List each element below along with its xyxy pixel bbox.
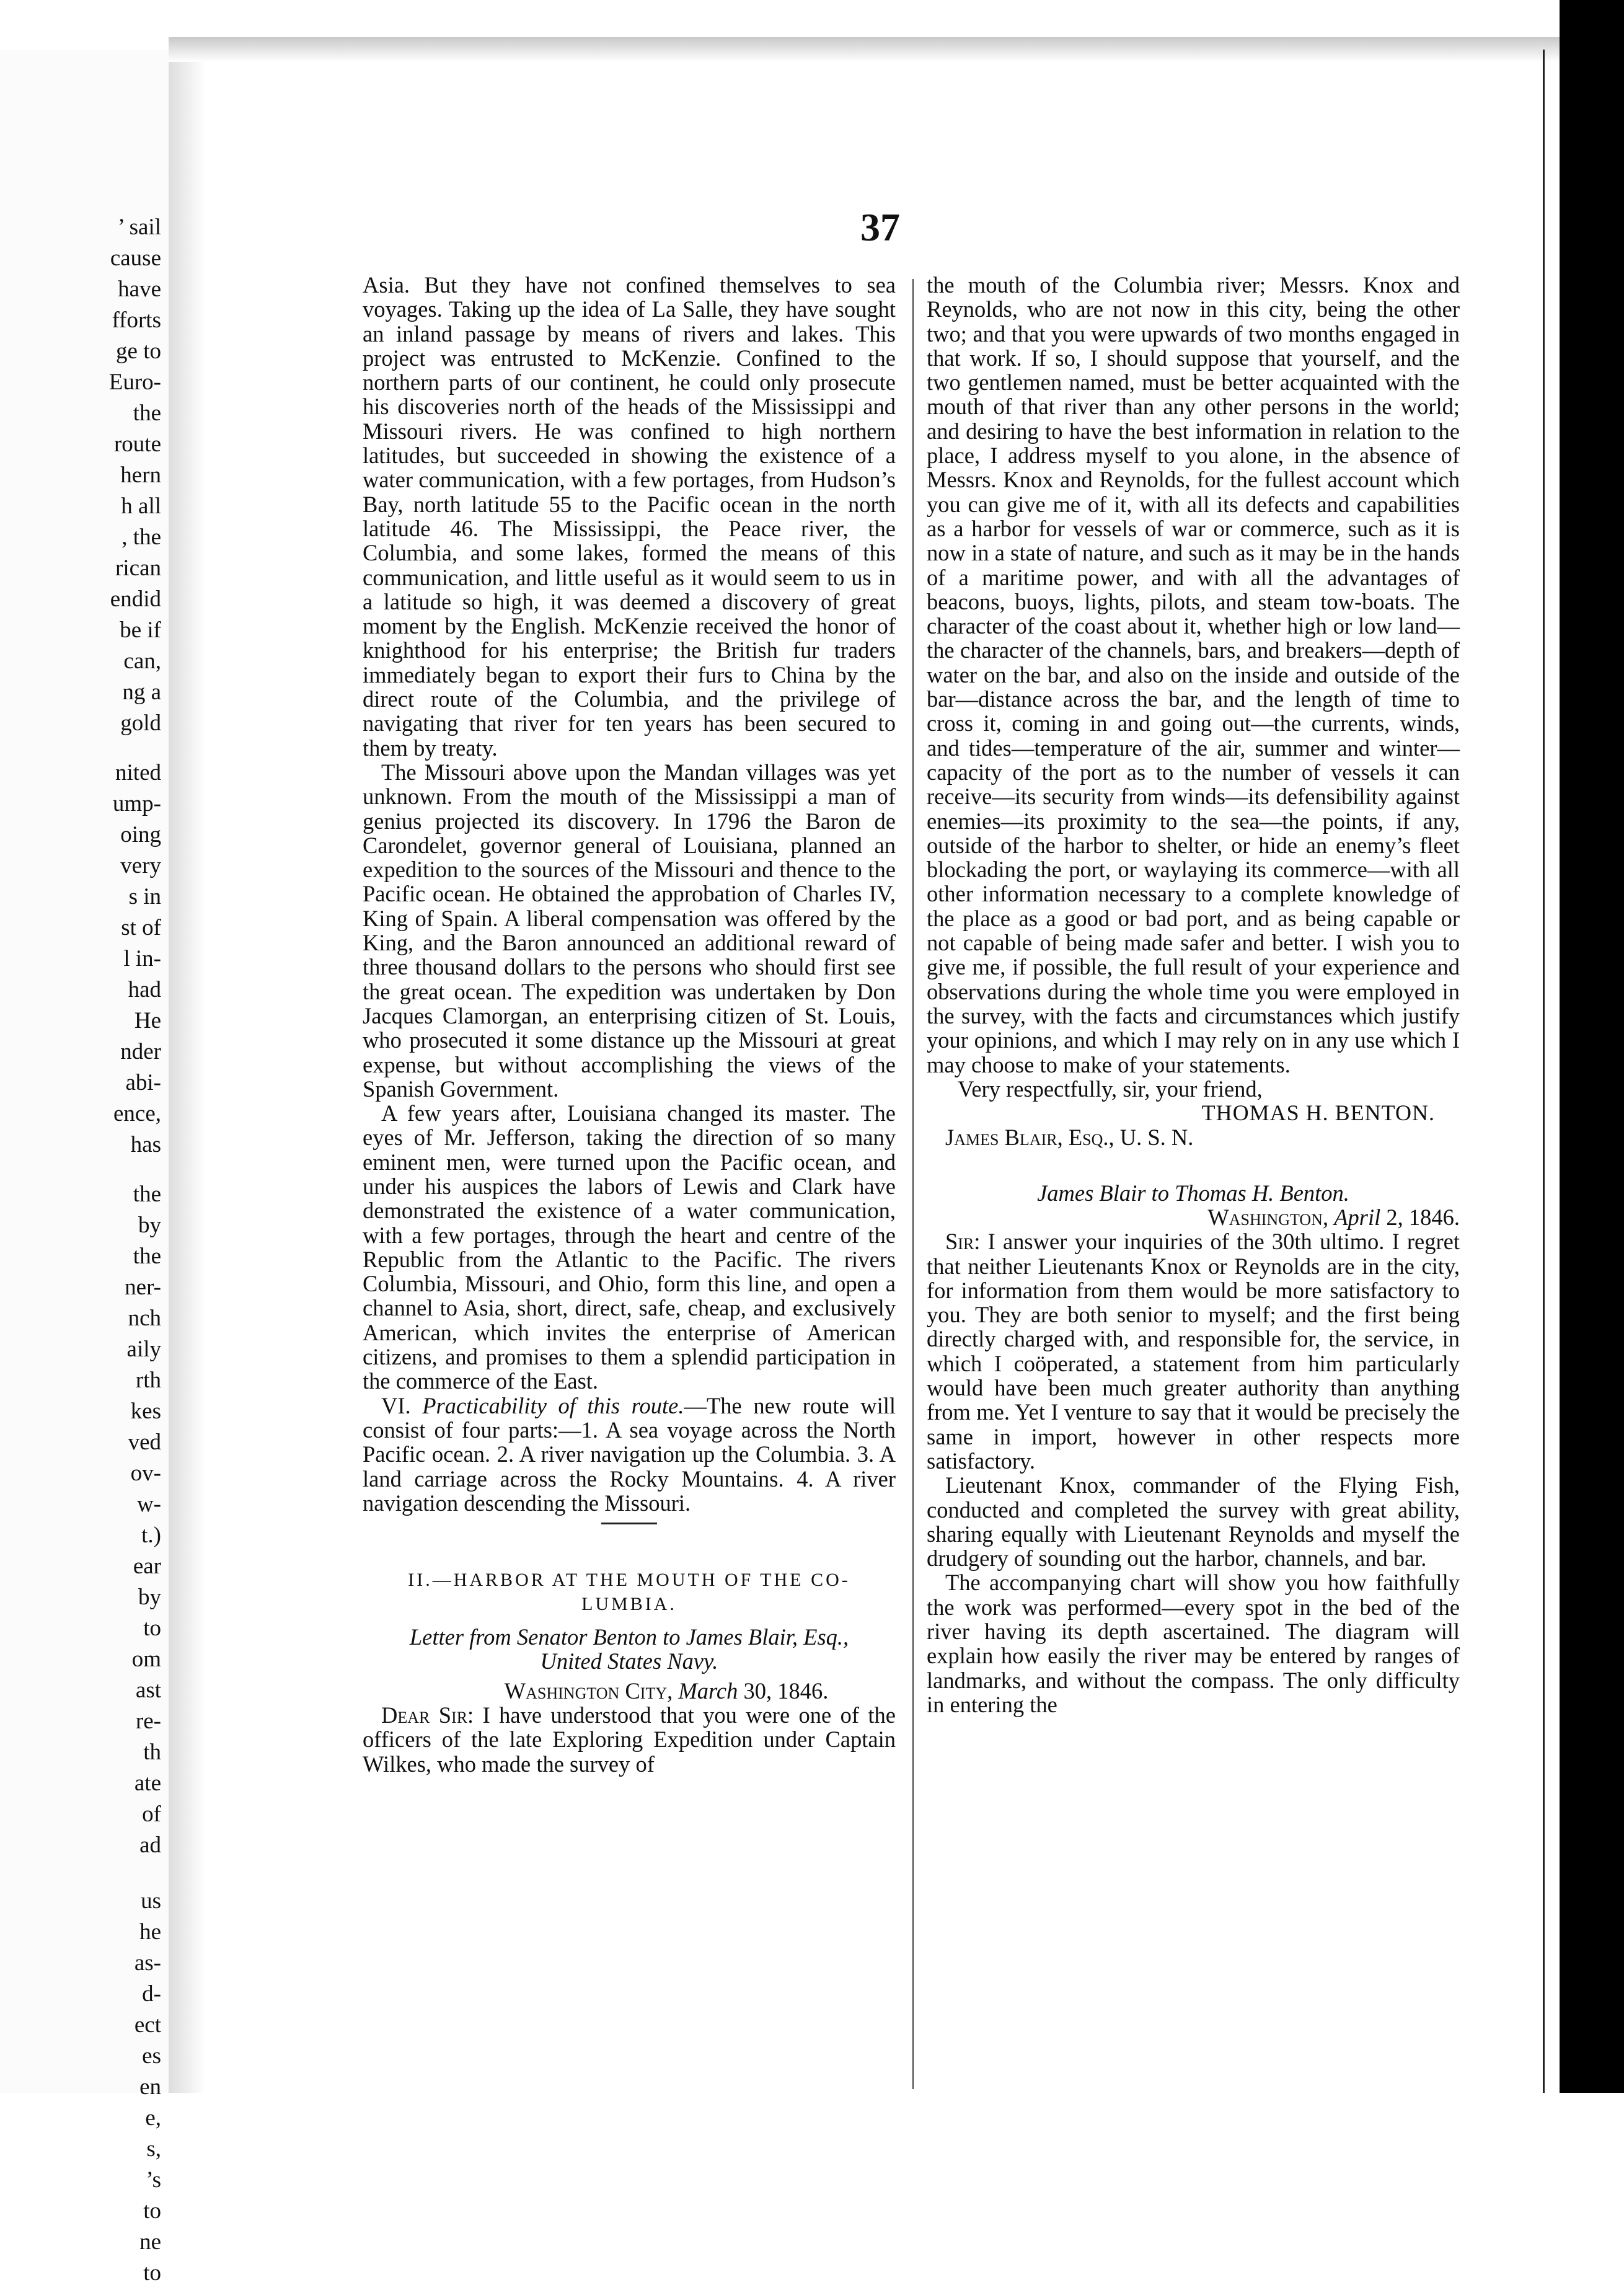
dateline-month: April (1334, 1204, 1381, 1230)
facing-page-fragment-line: st of (121, 915, 161, 940)
facing-page-fragment-line: very (120, 853, 161, 878)
facing-page-fragment-line: re- (135, 1709, 161, 1734)
facing-page-fragment-line: to (143, 2260, 161, 2286)
paragraph (363, 1703, 896, 1776)
scan-border-right (1560, 0, 1624, 2093)
facing-page-fragment-line: of (142, 1801, 161, 1827)
facing-page-fragment-line: ump- (112, 791, 161, 816)
letter-title: United States Navy. (540, 1648, 718, 1674)
paragraph-text: I answer your inquiries of the 30th ultimo. I regret that neither Lieutenants Knox or Reynolds are in the city, for information from them would be more satisfactory to you. They are both senior to myself; and the first being directly charged with, and responsible for, the service, in which I coöperated, a statement from him particularly would have been much greater authority than anything from me. Yet I venture to say that it would be precisely the same in import, however in other respects more satisfactory. (927, 1229, 1460, 1474)
dateline-place: Washington, (1207, 1204, 1329, 1230)
facing-page-fragment-line: s, (146, 2136, 161, 2162)
paragraph: Lieutenant Knox, commander of the Flying Fish, conducted and completed the survey with great ability, sharing equally with Lieutenant Reynolds and myself the drudgery of sounding out the harbor, channels, and bar. (927, 1472, 1460, 1572)
facing-page-fragment-line: w- (136, 1492, 161, 1517)
facing-page-fragment-line: es (142, 2043, 161, 2069)
facing-page-fragment-line: by (138, 1213, 161, 1238)
facing-page-fragment-line: as- (134, 1950, 161, 1976)
letter-title: Letter from Senator Benton to James Blair, Esq., (409, 1624, 849, 1650)
paragraph: A few years after, Louisiana changed its master. The eyes of Mr. Jefferson, taking the direction of so many eminent men, were turned upon the Pacific ocean, and under his auspices the labors of Lewis and Clark have demonstrated the existence of a water communication, with a few portages, through the heart and centre of the Republic from the Atlantic to the Pacific. The rivers Columbia, Missouri, and Ohio, form this line, and open a channel to Asia, short, direct, safe, cheap, and exclusively American, which invites the enterprise of American citizens, and promises to them a splendid participation in the commerce of the East. (363, 1100, 896, 1394)
left-column (363, 273, 896, 1776)
facing-page-fragment-line: aily (126, 1337, 161, 1362)
facing-page-fragment-line: oing (120, 822, 161, 847)
facing-page-fragment-line: h all (121, 493, 161, 519)
facing-page-fragment-line: nder (120, 1039, 161, 1064)
section-heading: II.—HARBOR AT THE MOUTH OF THE CO- (408, 1570, 850, 1591)
facing-page-fragment-line: s in (128, 884, 161, 909)
paragraph: The Missouri above upon the Mandan villages was yet unknown. From the mouth of the Mississippi a man of genius projected its discovery. In 1796 the Baron de Carondelet, governor general of Louisiana, planned an expedition to the sources of the Missouri and thence to the Pacific ocean. He obtained the approbation of Charles IV, King of Spain. A liberal compensation was offered by the King, and the Baron announced an additional reward of three thousand dollars to the persons who should first see the great ocean. The expedition was undertaken by Don Jacques Clamorgan, an enterprising citizen of St. Louis, who prosecuted it some distance up the Missouri at great expense, but without accomplishing the views of the Spanish Government. (363, 759, 896, 1102)
facing-page-fragment-line: nch (128, 1306, 161, 1331)
dateline-place: Washington City, (504, 1678, 673, 1704)
facing-page-fragment-line: th (143, 1740, 161, 1765)
top-edge-shadow (169, 37, 1560, 62)
facing-page-fragment-line: d- (142, 1981, 161, 2007)
closing: Very respectfully, sir, your friend, (958, 1076, 1263, 1102)
facing-page-fragment-line: the (133, 400, 161, 426)
facing-page-fragment-line: He (134, 1008, 161, 1033)
facing-page-fragment-line: endid (110, 586, 161, 612)
signature: THOMAS H. BENTON. (1201, 1100, 1435, 1126)
section-title: Practicability of this route. (422, 1392, 684, 1418)
facing-page-fragment-line: ear (133, 1554, 161, 1579)
facing-page-fragment-line: ad (139, 1832, 161, 1858)
facing-page-fragment-line: by (138, 1585, 161, 1610)
facing-page-fragment-line: be if (120, 617, 161, 643)
paragraph (927, 1229, 1460, 1473)
facing-page-fragment-line: ’s (146, 2167, 161, 2193)
dateline (363, 1679, 896, 1703)
facing-page-fragment-line: rican (115, 555, 161, 581)
facing-page-fragment-line: e, (145, 2105, 161, 2131)
column-divider (912, 279, 914, 2089)
facing-page-fragment-line: t.) (141, 1523, 161, 1548)
section-number: VI. (381, 1392, 411, 1418)
paragraph: Asia. But they have not confined themselves to sea voyages. Taking up the idea of La Salle, they have sought an inland passage by means of rivers and lakes. This project was entrusted to McKenzie. Confined to the northern parts of our continent, he could only prosecute his discoveries north of the heads of the Mississippi and Missouri rivers. He was confined to high northern latitudes, but succeeded in showing the existence of a water communication, with a few portages, from Hudson’s Bay, north latitude 55 to the Pacific ocean in the north latitude 46. The Mississippi, the Peace river, the Columbia, and some lakes, formed the means of this communication, and little useful as it would seem to us in a latitude so high, it was deemed a discovery of great moment by the English. McKenzie received the honor of knighthood for his enterprise; the British fur traders immediately began to export their furs to China by the direct route of the Columbia, and the privilege of navigating that river for ten years has been secured to them by treaty. (363, 272, 896, 761)
section-rule (601, 1523, 657, 1524)
facing-page-fragment-line: ate (134, 1771, 161, 1796)
paragraph (363, 1394, 896, 1515)
facing-page-fragment-line: nited (115, 760, 161, 785)
facing-page-fragment-line: rth (135, 1368, 161, 1393)
facing-page-fragment-line: ng a (122, 679, 161, 705)
facing-page-fragment-line: kes (130, 1399, 161, 1424)
facing-page-fragment-line: ved (128, 1430, 161, 1455)
facing-page-fragment-line: cause (110, 245, 161, 271)
facing-page-fragment-line: had (128, 977, 161, 1002)
facing-page-fragment-line: he (139, 1919, 161, 1945)
facing-page-fragment-line: gold (120, 710, 161, 736)
facing-page-fragment-line: ence, (113, 1101, 161, 1126)
facing-page-fragment-line: ov- (130, 1461, 161, 1486)
facing-page-fragment-line: ast (135, 1678, 161, 1703)
facing-page-fragment-line: Euro- (108, 369, 161, 395)
salutation: Sir: (945, 1229, 981, 1255)
facing-page-fragment-line: om (131, 1647, 161, 1672)
gutter-shadow (169, 37, 206, 2093)
dateline-rest: 30, 1846. (743, 1678, 829, 1704)
facing-page-fragment-line: en (139, 2074, 161, 2100)
right-column (927, 273, 1460, 1717)
facing-page-fragment-line: has (130, 1132, 161, 1157)
facing-page-fragment-line: the (133, 1244, 161, 1269)
facing-page-fragment-line: hern (120, 462, 161, 488)
dateline-rest: 2, 1846. (1386, 1204, 1460, 1230)
facing-page-fragment-line: l in- (123, 946, 161, 971)
section-text: —The new route will consist of four parts:—1. A sea voyage across the North Pacific ocean. 2. A river navigation up the Columbia. 3. A land carriage across the Rocky Mountains. 4. A river navigation descending the Missouri. (363, 1392, 896, 1516)
facing-page-fragment-line: the (133, 1182, 161, 1207)
salutation: Dear Sir: (381, 1702, 474, 1728)
paragraph-text: I have understood that you were one of the officers of the late Exploring Expedition under Captain Wilkes, who made the survey of (363, 1702, 896, 1777)
facing-page-fragment-line: abi- (125, 1070, 161, 1095)
facing-page-fragment (0, 50, 170, 2286)
page-number: 37 (860, 205, 900, 249)
facing-page-fragment-line: ge to (116, 338, 161, 364)
dateline (927, 1205, 1460, 1229)
facing-page-fragment-line: , the (121, 524, 161, 550)
facing-page-fragment-line: to (143, 2198, 161, 2224)
facing-page-fragment-line: have (118, 276, 161, 302)
facing-page-fragment-line: fforts (112, 307, 161, 333)
facing-page-fragment-line: ect (134, 2012, 161, 2038)
facing-page-fragment-line: us (141, 1888, 161, 1914)
facing-page-fragment-line: can, (123, 648, 161, 674)
facing-page-fragment-line: route (113, 431, 161, 457)
facing-page-fragment-line: ne (139, 2229, 161, 2255)
letter-title: James Blair to Thomas H. Benton. (1037, 1180, 1349, 1206)
dateline-month: March (678, 1678, 738, 1704)
addressee: James Blair, Esq., U. S. N. (945, 1125, 1194, 1151)
paragraph: the mouth of the Columbia river; Messrs. Knox and Reynolds, who are not now in this city, being the other two; and that you were upwards of two months engaged in that work. If so, I should suppose that yourself, and the two gentlemen named, must be better acquainted with the mouth of that river than any other persons in the world; and desiring to have the best information in relation to the place, I address myself to you alone, in the absence of Messrs. Knox and Reynolds, for the fullest account which you can give me of it, with all its defects and capabilities as a harbor for vessels of war or commerce, such as it is now in a state of nature, and such as it may be in the hands of a maritime power, and with all the advantages of beacons, buoys, lights, pilots, and steam tow-boats. The character of the coast about it, whether high or low land—the character of the channels, bars, and breakers—depth of water on the bar, and also on the inside and outside of the bar—distance across the bar, and the length of time to cross it, coming in and going out—the currents, winds, and tides—temperature of the air, summer and winter—capacity of the port as to the number of vessels it can receive—its security from winds—its defensibility against enemies—its proximity to the sea—the points, if any, outside of the harbor to shelter, or hide an enemy’s fleet blockading the port, or waylaying its commerce—with all other information necessary to a complete knowledge of the place as a good or bad port, and as being capable or not capable of being made safer and better. I wish you to give me, if possible, the full result of your experience and observations during the whole time you were employed in the survey, with the facts and circumstances which justify your opinions, and which I may rely on in any use which I may choose to make of your statements. (927, 272, 1460, 1077)
facing-page-fragment-line: to (143, 1616, 161, 1641)
section-heading: LUMBIA. (581, 1594, 677, 1615)
facing-page-fragment-line: ner- (125, 1275, 161, 1300)
page-edge-line (1543, 50, 1545, 2093)
facing-page-fragment-line: ’ sail (117, 214, 161, 240)
paragraph: The accompanying chart will show you how faithfully the work was performed—every spot in the bed of the river having its depth ascertained. The diagram will explain how easily the river may be entered by ranges of landmarks, and without the compass. The only difficulty in entering the (927, 1570, 1460, 1717)
